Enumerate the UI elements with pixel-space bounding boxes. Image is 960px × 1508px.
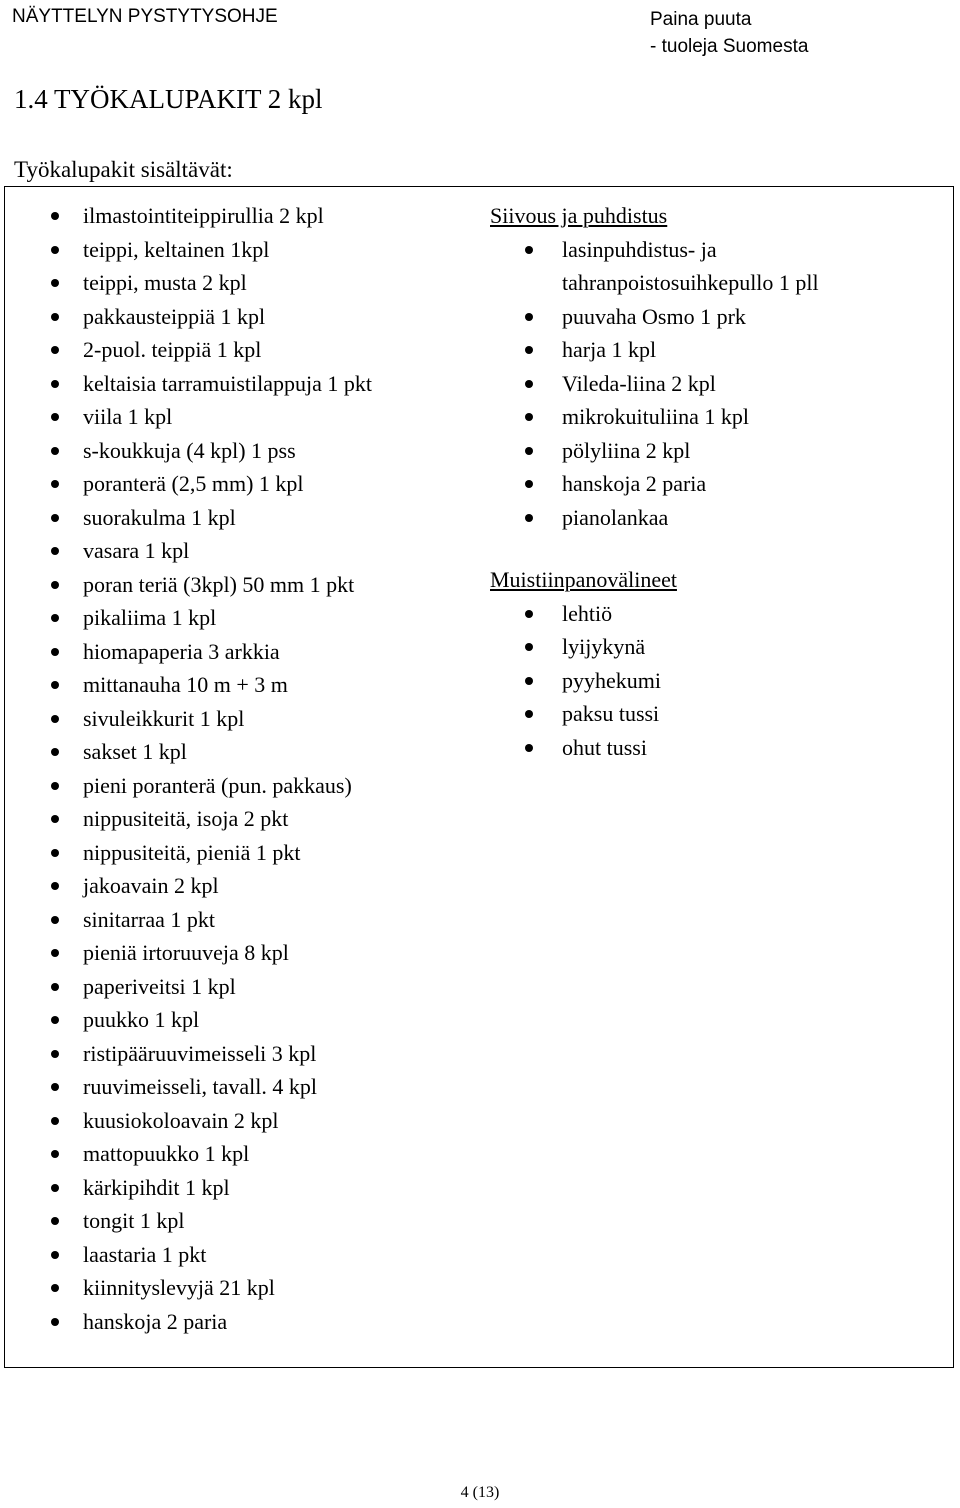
bullet-icon [51,1016,59,1024]
bullet-icon [51,447,59,455]
bullet-icon [51,782,59,790]
list-item-text: poran teriä (3kpl) 50 mm 1 pkt [83,571,355,597]
bullet-icon [525,514,533,522]
list-item [83,936,372,970]
list-item-text: pyyhekumi [562,667,661,693]
bullet-icon [51,1251,59,1259]
list-item-text: sivuleikkurit 1 kpl [83,705,245,731]
bullet-icon [51,313,59,321]
list-item-text: lehtiö [562,600,613,626]
list-item [83,233,372,267]
list-item [562,333,902,367]
bullet-icon [51,514,59,522]
list-item-text: nippusiteitä, isoja 2 pkt [83,806,289,831]
list-item [562,400,902,434]
list-item [83,434,372,468]
bullet-icon [51,815,59,823]
bullet-icon [51,212,59,220]
list-item-text: lasinpuhdistus- ja tahranpoistosuihkepullo 1 pll [562,236,819,295]
list-item-text: ilmastointiteippirullia 2 kpl [83,203,324,228]
bullet-icon [525,346,533,354]
list-item-text: viila 1 kpl [83,404,173,429]
list-item-text: s-koukkuja (4 kpl) 1 pss [83,437,296,463]
list-item-text: laastaria 1 pkt [83,1241,207,1267]
list-item-text: harja 1 kpl [562,337,657,362]
list-item [83,1137,372,1171]
list-item-text: pakkausteippiä 1 kpl [83,303,266,329]
list-item-text: nippusiteitä, pieniä 1 pkt [83,839,301,865]
list-item-text: Vileda-liina 2 kpl [562,370,716,396]
list-item-text: 2-puol. teippiä 1 kpl [83,337,262,362]
list-item [83,501,372,535]
list-item [83,869,372,903]
document-header-brand [650,6,808,60]
list-item [562,597,902,631]
bullet-icon [51,681,59,689]
list-item [83,1171,372,1205]
list-item-text: ruuvimeisseli, tavall. 4 kpl [83,1074,318,1099]
bullet-icon [525,677,533,685]
list-item [562,300,902,334]
list-item [83,300,372,334]
list-item [83,467,372,501]
bullet-icon [51,1184,59,1192]
bullet-icon [51,279,59,287]
list-item-text: tongit 1 kpl [83,1208,185,1233]
bullet-icon [51,1150,59,1158]
bullet-icon [525,313,533,321]
bullet-icon [525,413,533,421]
list-item-text: teippi, keltainen 1kpl [83,236,270,262]
bullet-icon [51,614,59,622]
list-item [83,1037,372,1071]
list-item-text: ohut tussi [562,734,647,760]
list-item-text: sinitarraa 1 pkt [83,906,215,932]
list-item-text: kuusiokoloavain 2 kpl [83,1107,279,1133]
list-item [83,534,372,568]
list-item [83,199,372,233]
list-item-text: pianolankaa [562,504,669,530]
bullet-icon [51,1284,59,1292]
list-item-text: pikaliima 1 kpl [83,605,217,630]
list-item [562,233,902,300]
list-item [83,903,372,937]
list-item-text: hanskoja 2 paria [83,1308,228,1334]
section-title: 1.4 TYÖKALUPAKIT 2 kpl [14,84,323,114]
list-item [83,668,372,702]
bullet-icon [525,744,533,752]
list-item [83,601,372,635]
list-item [562,697,902,731]
bullet-icon [51,648,59,656]
list-item-text: hiomapaperia 3 arkkia [83,638,280,664]
list-item-text: teippi, musta 2 kpl [83,270,247,295]
list-item-text: pieni poranterä (pun. pakkaus) [83,772,352,798]
bullet-icon [525,610,533,618]
bullet-icon [525,480,533,488]
brand-line-1: Paina puuta [650,9,752,30]
toolkit-item-list [83,199,372,1338]
list-item-text: ristipääruuvimeisseli 3 kpl [83,1040,317,1066]
bullet-icon [51,380,59,388]
list-item [83,970,372,1004]
bullet-icon [51,413,59,421]
bullet-icon [51,983,59,991]
list-item [83,1003,372,1037]
list-item-text: jakoavain 2 kpl [83,873,219,898]
bullet-icon [51,1318,59,1326]
cleaning-item-list [490,233,902,535]
bullet-icon [51,480,59,488]
bullet-icon [51,346,59,354]
bullet-icon [525,710,533,718]
list-item [83,400,372,434]
list-item-text: sakset 1 kpl [83,739,187,764]
list-item-text: puukko 1 kpl [83,1007,200,1032]
bullet-icon [51,748,59,756]
bullet-icon [525,447,533,455]
list-item-text: kiinnityslevyjä 21 kpl [83,1275,275,1300]
list-item [562,501,902,535]
bullet-icon [525,380,533,388]
document-header-title: NÄYTTELYN PYSTYTYSOHJE [12,6,278,27]
list-item [562,367,902,401]
list-item [562,630,902,664]
bullet-icon [51,849,59,857]
list-item [83,1305,372,1339]
bullet-icon [51,1217,59,1225]
list-item-text: hanskoja 2 paria [562,471,707,496]
list-item-text: paperiveitsi 1 kpl [83,973,236,999]
list-item-text: poranterä (2,5 mm) 1 kpl [83,471,304,496]
list-item-text: kärkipihdit 1 kpl [83,1174,230,1200]
list-item-text: vasara 1 kpl [83,538,190,563]
bullet-icon [525,246,533,254]
list-item [83,802,372,836]
list-item [83,1204,372,1238]
list-item [83,568,372,602]
list-item-text: suorakulma 1 kpl [83,504,236,530]
list-item-text: pölyliina 2 kpl [562,437,691,463]
list-item [83,1238,372,1272]
notes-item-list [490,597,902,765]
notes-heading: Muistiinpanovälineet [490,567,677,592]
bullet-icon [51,1050,59,1058]
list-item-text: puuvaha Osmo 1 prk [562,303,746,329]
bullet-icon [525,643,533,651]
list-item [83,635,372,669]
cleaning-heading: Siivous ja puhdistus [490,203,668,228]
list-item [83,836,372,870]
list-item [562,731,902,765]
bullet-icon [51,246,59,254]
list-item [83,1271,372,1305]
list-item [562,434,902,468]
list-item-text: mikrokuituliina 1 kpl [562,404,749,429]
page-number: 4 (13) [460,1484,500,1501]
bullet-icon [51,547,59,555]
list-item [83,702,372,736]
right-column [490,199,902,764]
list-item-text: paksu tussi [562,701,660,726]
list-item [83,1104,372,1138]
intro-text: Työkalupakit sisältävät: [14,157,233,182]
bullet-icon [51,1117,59,1125]
list-item-text: keltaisia tarramuistilappuja 1 pkt [83,370,372,396]
column-spacer [490,534,902,563]
list-item-text: mittanauha 10 m + 3 m [83,672,288,697]
list-item [83,367,372,401]
bullet-icon [51,882,59,890]
bullet-icon [51,715,59,723]
brand-line-2: - tuoleja Suomesta [650,36,809,57]
list-item-text: lyijykynä [562,634,646,659]
bullet-icon [51,949,59,957]
list-item [83,735,372,769]
list-item [562,467,902,501]
list-item-text: mattopuukko 1 kpl [83,1141,250,1166]
list-item [83,333,372,367]
list-item [83,1070,372,1104]
list-item-text: pieniä irtoruuveja 8 kpl [83,940,289,965]
bullet-icon [51,916,59,924]
bullet-icon [51,581,59,589]
list-item [562,664,902,698]
list-item [83,769,372,803]
list-item [83,266,372,300]
bullet-icon [51,1083,59,1091]
